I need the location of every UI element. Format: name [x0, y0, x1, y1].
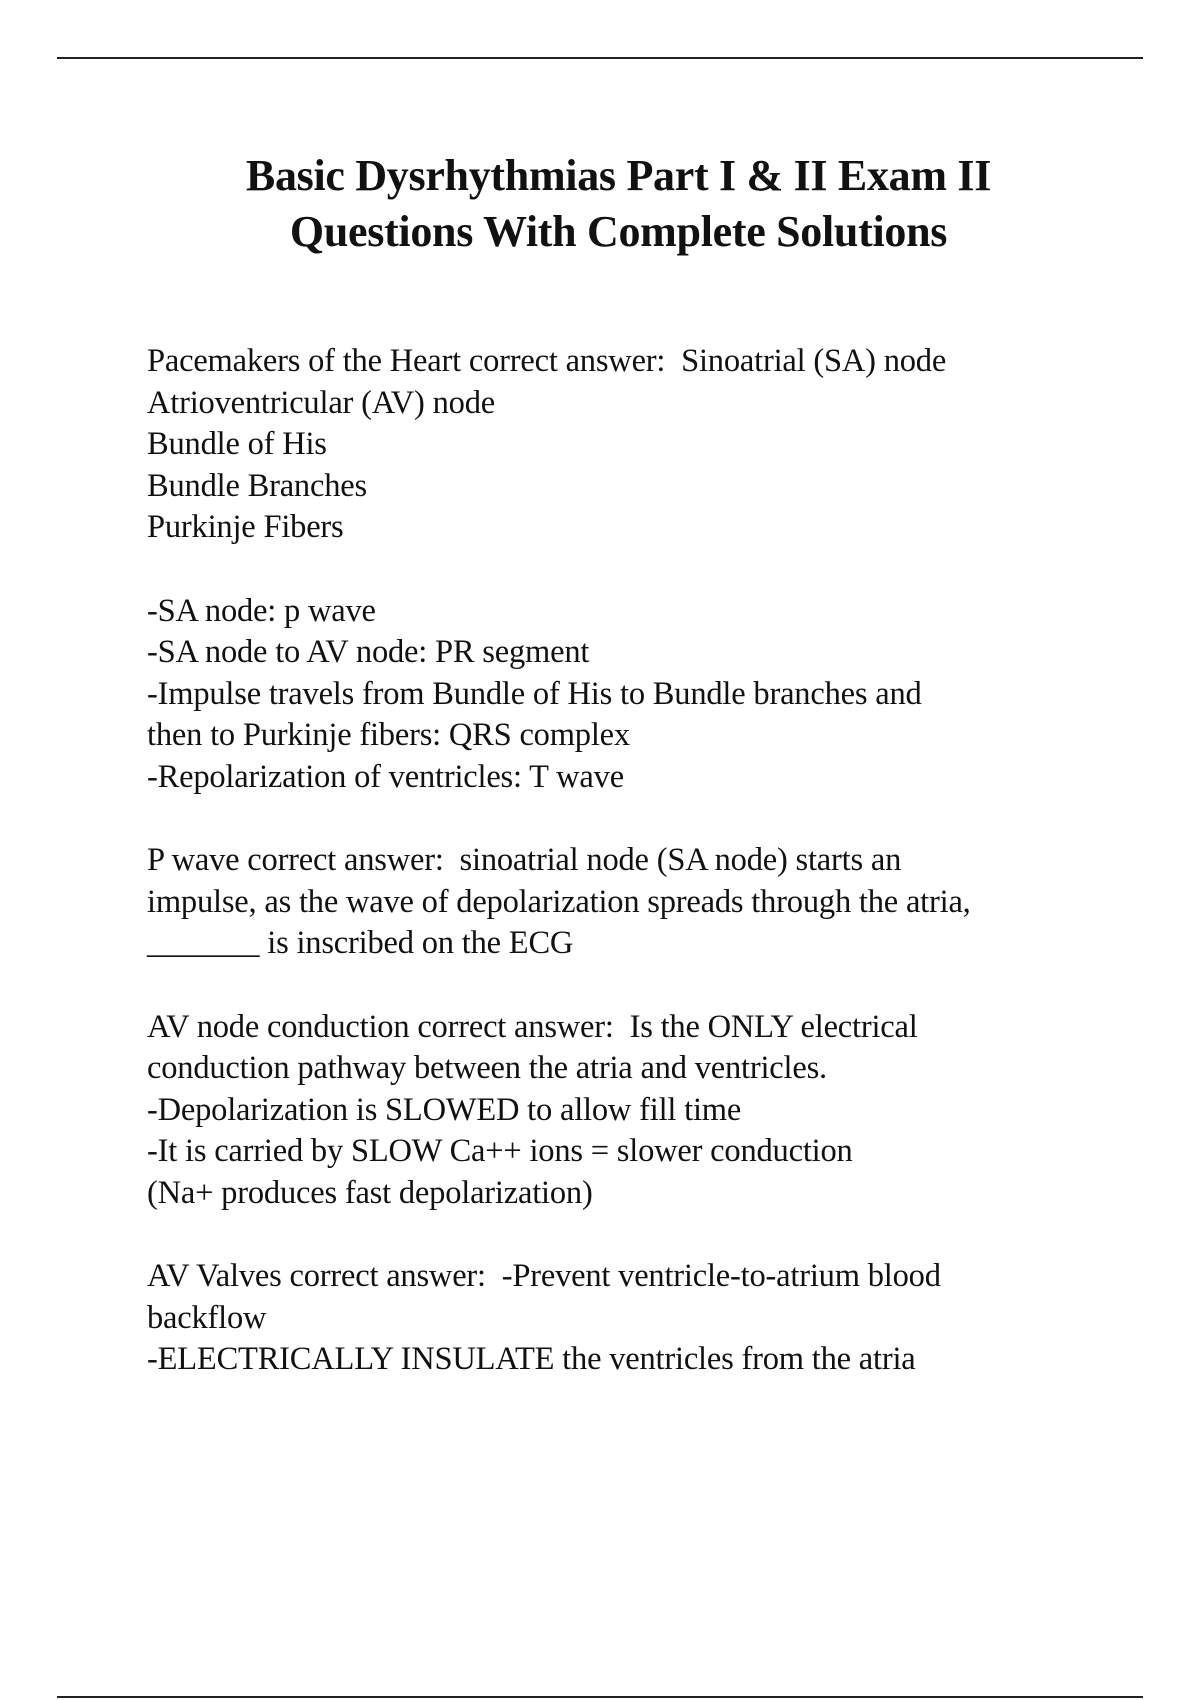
text-line: -Repolarization of ventricles: T wave [147, 758, 624, 795]
text-line: _______ is inscribed on the ECG [147, 925, 574, 962]
text-line: -ELECTRICALLY INSULATE the ventricles from the atria [147, 1341, 916, 1378]
text-line: Purkinje Fibers [147, 509, 344, 546]
text-line: P wave correct answer: sinoatrial node (SA node) starts an [147, 842, 902, 879]
text-line: impulse, as the wave of depolarization spreads through the atria, [147, 883, 971, 920]
title-line-1: Basic Dysrhythmias Part I & II Exam II [245, 151, 992, 200]
document-title [0, 148, 1200, 260]
text-line: (Na+ produces fast depolarization) [147, 1174, 593, 1211]
text-line: Atrioventricular (AV) node [147, 384, 495, 421]
document-body [147, 341, 1147, 1422]
qa-entry-av-valves [147, 1256, 1147, 1381]
text-line: -SA node: p wave [147, 592, 376, 629]
text-line: -Depolarization is SLOWED to allow fill time [147, 1091, 742, 1128]
header-rule [57, 57, 1143, 59]
text-line: -Impulse travels from Bundle of His to Bundle branches and [147, 675, 922, 712]
text-line: -SA node to AV node: PR segment [147, 634, 590, 671]
text-line: Pacemakers of the Heart correct answer: Sinoatrial (SA) node [147, 343, 947, 379]
qa-entry-p-wave [147, 840, 1147, 965]
text-line: backflow [147, 1299, 267, 1336]
text-line: -It is carried by SLOW Ca++ ions = slower conduction [147, 1133, 853, 1170]
qa-entry-pacemakers [147, 341, 1147, 799]
text-line: AV node conduction correct answer: Is the ONLY electrical [147, 1008, 918, 1045]
text-line: conduction pathway between the atria and ventricles. [147, 1050, 827, 1087]
text-line: AV Valves correct answer: -Prevent ventricle-to-atrium blood [147, 1258, 941, 1295]
text-line: Bundle Branches [147, 467, 367, 504]
text-line: then to Purkinje fibers: QRS complex [147, 717, 630, 754]
footer-rule [57, 1696, 1143, 1698]
qa-entry-av-node-conduction [147, 1007, 1147, 1215]
text-line: Bundle of His [147, 426, 327, 463]
title-line-2: Questions With Complete Solutions [289, 207, 948, 256]
blank-line [147, 549, 1147, 591]
